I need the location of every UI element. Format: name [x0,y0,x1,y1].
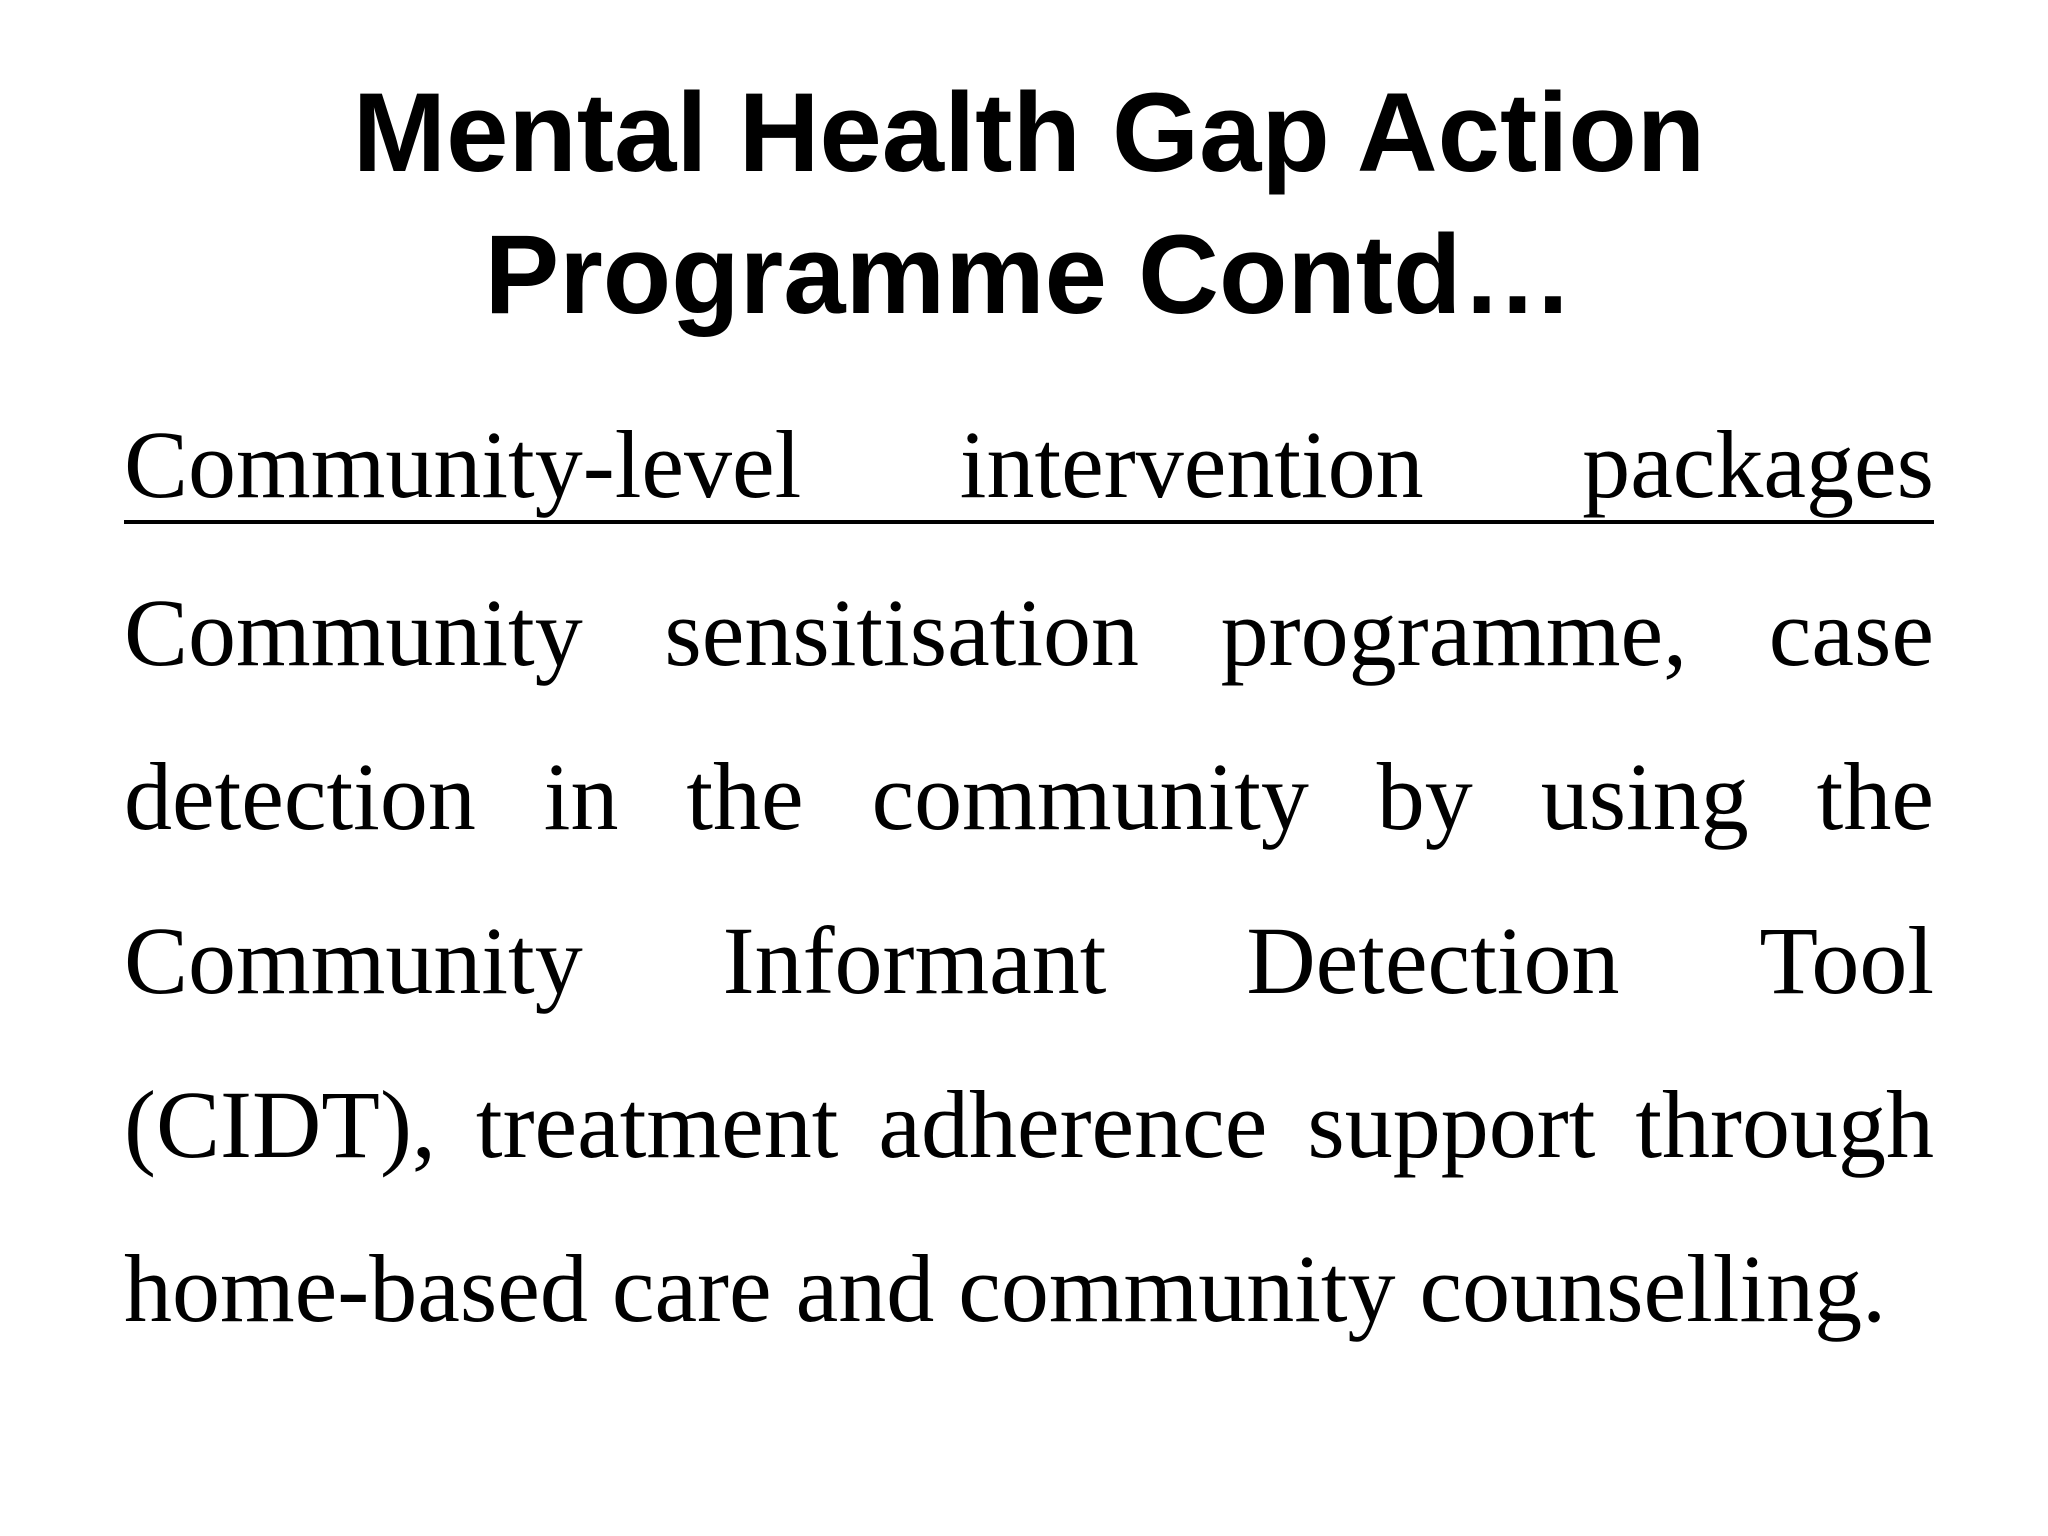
slide-body [124,410,1934,1398]
title-line-2: Programme Contd… [484,212,1574,337]
title-line-1: Mental Health Gap Action [352,70,1706,195]
paragraph-word: adherence [878,1071,1268,1178]
paragraph-word: community [871,743,1309,850]
paragraph-line-5 [124,1234,1934,1398]
paragraph-word: the [686,743,804,850]
paragraph-line-3 [124,906,1934,1070]
paragraph-word: (CIDT), [124,1071,436,1178]
paragraph-word: detection [124,743,476,850]
paragraph-line-4 [124,1070,1934,1234]
paragraph-word: Community [124,579,583,686]
paragraph-word: programme, [1220,579,1688,686]
paragraph-word: using [1540,743,1749,850]
paragraph-word: Informant [722,907,1107,1014]
paragraph-line-1 [124,578,1934,742]
paragraph-text: home-based care and community counselling. [124,1235,1887,1342]
paragraph-word: treatment [475,1071,839,1178]
paragraph-word: support [1307,1071,1596,1178]
paragraph-word: through [1635,1071,1934,1178]
paragraph-word: sensitisation [664,579,1140,686]
paragraph-word: case [1768,579,1934,686]
heading-word: Community-level [124,411,802,518]
section-heading [124,410,1934,524]
paragraph-word: Community [124,907,583,1014]
slide-title [124,62,1934,346]
heading-word: intervention [959,411,1424,518]
paragraph-word: Tool [1759,907,1934,1014]
heading-word: packages [1582,411,1934,518]
paragraph-word: in [543,743,619,850]
paragraph-line-2 [124,742,1934,906]
paragraph-word: by [1376,743,1473,850]
paragraph-word: Detection [1246,907,1620,1014]
paragraph-word: the [1816,743,1934,850]
